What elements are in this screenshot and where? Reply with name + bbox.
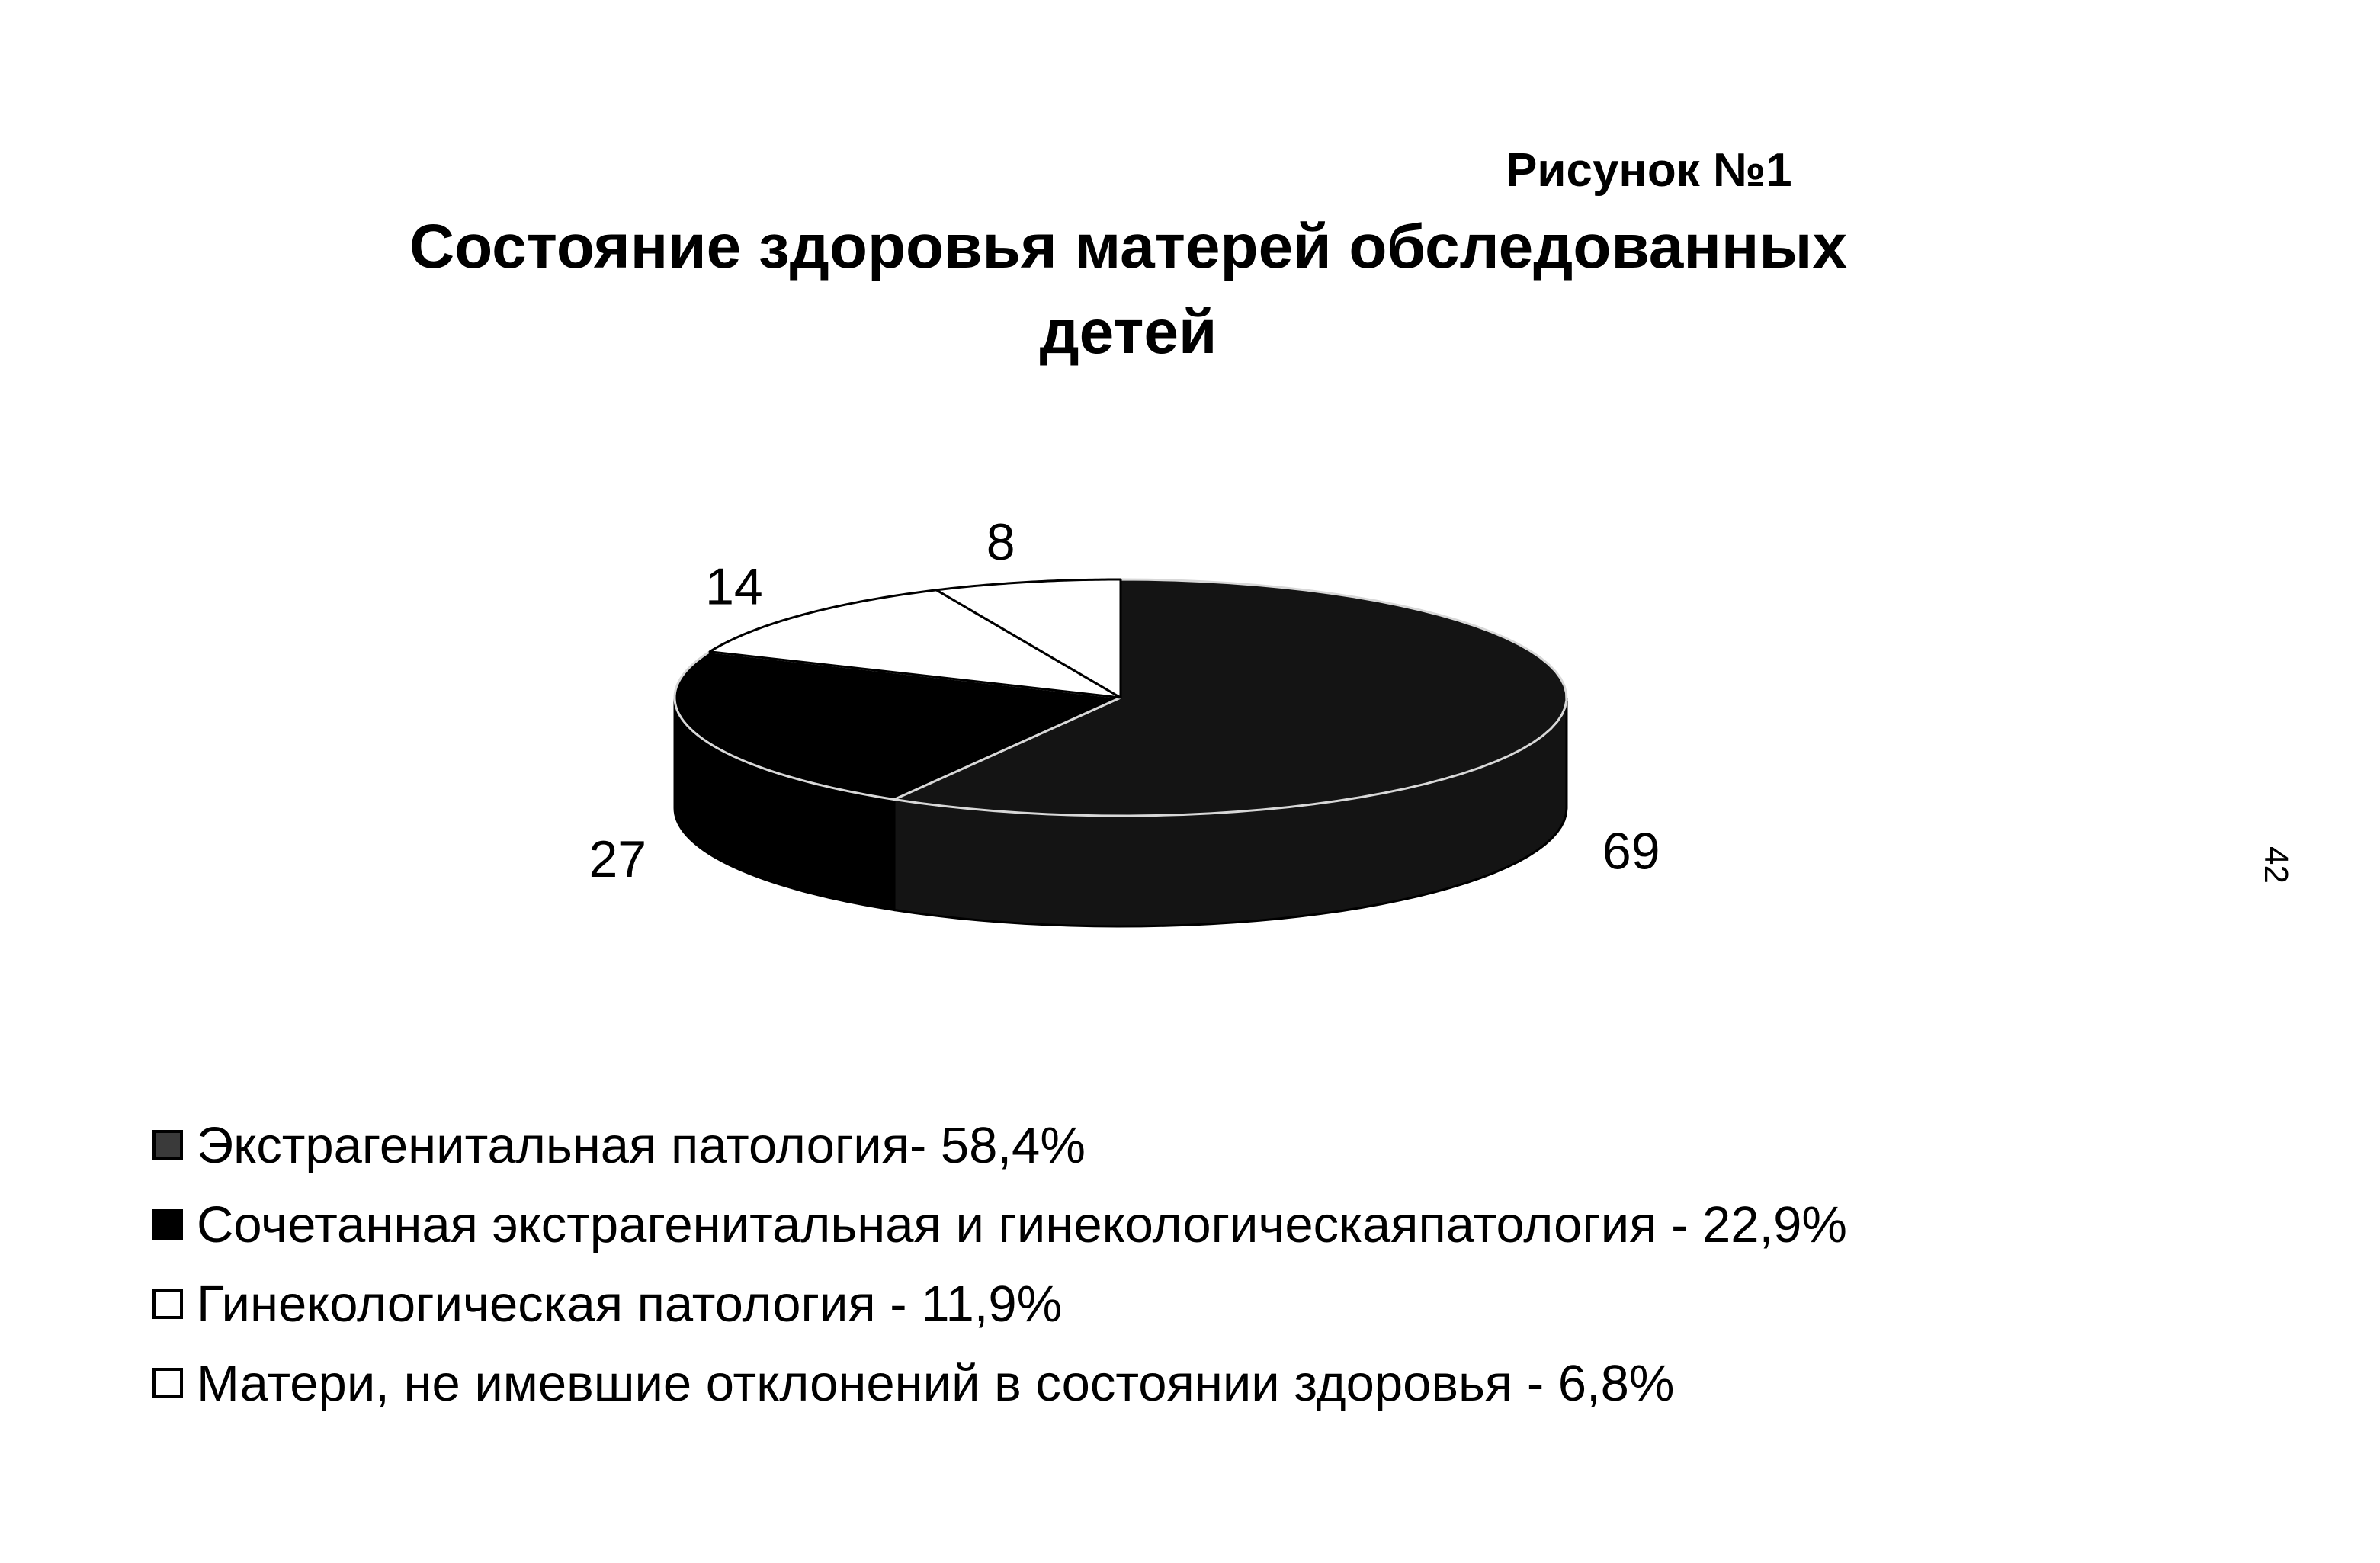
legend-label-combined: Сочетанная экстрагенитальная и гинекологическаяпатология - 22,9% xyxy=(197,1196,1848,1253)
legend-label-healthy: Матери, не имевшие отклонений в состоянии здоровья - 6,8% xyxy=(197,1354,1675,1412)
legend-swatch-healthy xyxy=(152,1368,183,1398)
legend-label-gynecological: Гинекологическая патология - 11,9% xyxy=(197,1275,1063,1333)
slice-label-3: 8 xyxy=(986,512,1015,571)
chart-title-line-2: детей xyxy=(1039,297,1217,367)
legend-item-combined xyxy=(152,1185,1847,1264)
page-number: 42 xyxy=(2257,846,2295,884)
slice-label-2: 14 xyxy=(705,557,763,616)
legend-item-extragenital xyxy=(152,1106,1847,1185)
legend-swatch-combined xyxy=(152,1209,183,1240)
figure-number: Рисунок №1 xyxy=(1506,144,1792,197)
slice-label-1: 27 xyxy=(589,830,647,888)
slice-label-0: 69 xyxy=(1602,822,1660,881)
legend-item-gynecological xyxy=(152,1264,1847,1343)
chart-title-line-1: Состояние здоровья матерей обследованных xyxy=(409,212,1848,281)
legend-swatch-gynecological xyxy=(152,1289,183,1319)
legend-item-healthy xyxy=(152,1343,1847,1423)
chart-legend xyxy=(152,1106,1847,1423)
legend-swatch-extragenital xyxy=(152,1130,183,1160)
legend-label-extragenital: Экстрагенитальная патология- 58,4% xyxy=(197,1116,1086,1174)
